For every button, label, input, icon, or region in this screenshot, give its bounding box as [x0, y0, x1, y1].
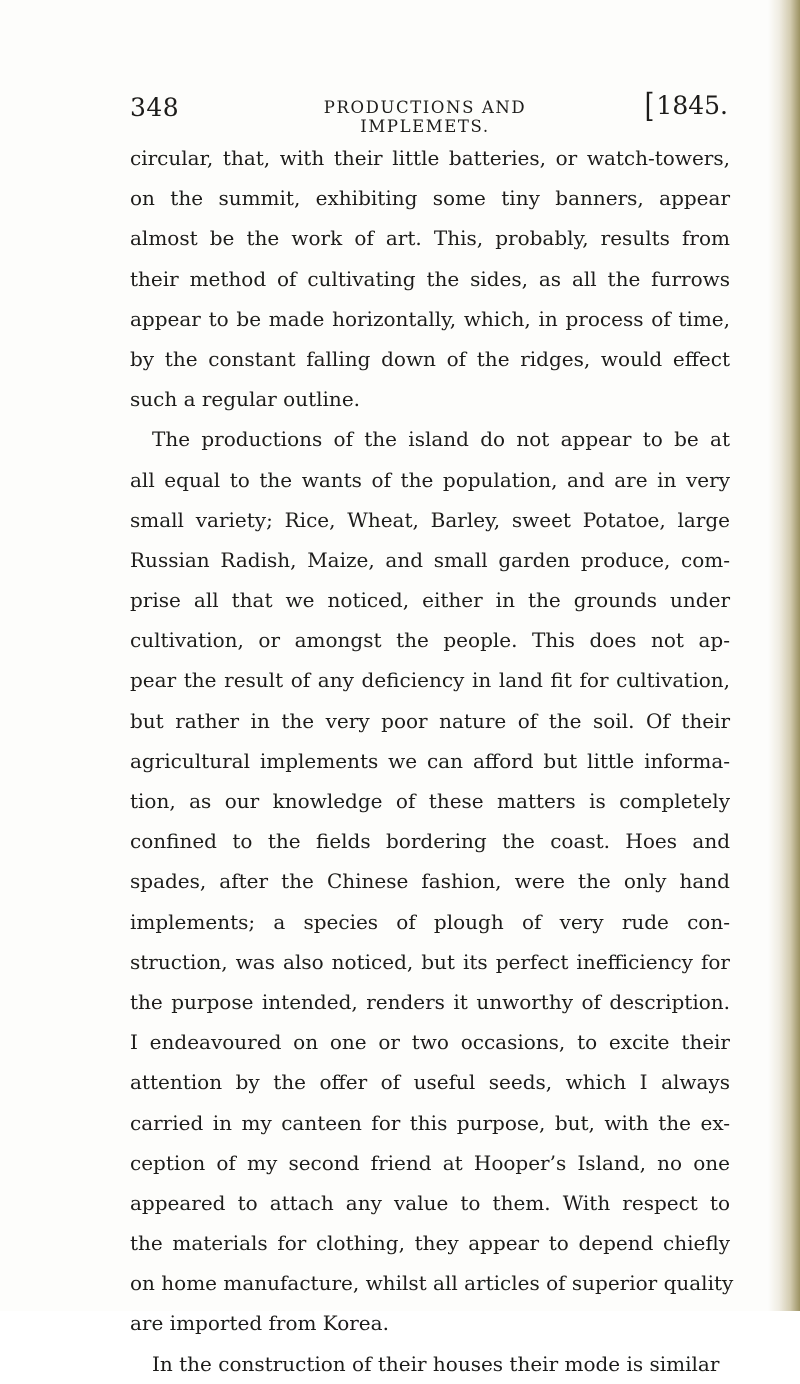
text-line: are imported from Korea.: [130, 1311, 389, 1336]
text-line: but rather in the very poor nature of the soil. Of their: [130, 708, 730, 733]
year-text: 1845.: [656, 91, 728, 120]
text-line: carried in my canteen for this purpose, but, with the ex-: [130, 1110, 730, 1135]
year-bracket: [: [644, 86, 655, 125]
body-text: [130, 138, 734, 1384]
text-line: on home manufacture, whilst all articles of superior quality: [130, 1271, 734, 1296]
year-marker: [644, 86, 728, 125]
text-line: by the constant falling down of the ridges, would effect: [130, 346, 730, 371]
text-line: ception of my second friend at Hooper’s Island, no one: [130, 1150, 730, 1175]
page-header: [130, 85, 728, 136]
text-line: small variety; Rice, Wheat, Barley, sweet Potatoe, large: [130, 507, 730, 532]
text-line: tion, as our knowledge of these matters is completely: [130, 789, 730, 813]
text-line: struction, was also noticed, but its perfect inefficiency for: [130, 949, 730, 974]
text-line: such a regular outline.: [130, 387, 361, 412]
running-head: PRODUCTIONS AND IMPLEMETS.: [323, 98, 527, 136]
text-line: cultivation, or amongst the people. This does not ap-: [130, 628, 730, 653]
text-line: their method of cultivating the sides, as all the furrows: [130, 266, 730, 291]
text-line: spades, after the Chinese fashion, were the only hand: [130, 869, 730, 894]
text-line: pear the result of any deficiency in land fit for cultivation,: [130, 668, 730, 693]
page-number: 348: [130, 93, 180, 122]
text-line: implements; a species of plough of very rude con-: [130, 909, 730, 934]
text-line: the materials for clothing, they appear to depend chiefly: [130, 1231, 730, 1256]
text-line: all equal to the wants of the population, and are in very: [130, 467, 730, 492]
text-line: circular, that, with their little batteries, or watch-towers,: [130, 146, 730, 170]
text-line: I endeavoured on one or two occasions, to excite their: [130, 1030, 730, 1055]
text-line: appear to be made horizontally, which, in process of time,: [130, 306, 730, 331]
text-line: agricultural implements we can afford but little informa-: [130, 748, 730, 773]
paragraph-start-line: In the construction of their houses their mode is similar: [152, 1351, 720, 1376]
paragraph-start-line: The productions of the island do not appear to be at: [152, 427, 730, 452]
text-line: Russian Radish, Maize, and small garden produce, com-: [130, 547, 730, 572]
text-line: confined to the fields bordering the coast. Hoes and: [130, 829, 730, 854]
text-line: attention by the offer of useful seeds, which I always: [130, 1070, 730, 1095]
text-line: appeared to attach any value to them. With respect to: [130, 1190, 730, 1215]
page-edge-shadow: [768, 0, 800, 1311]
text-line: almost be the work of art. This, probably, results from: [130, 226, 730, 251]
text-line: on the summit, exhibiting some tiny banners, appear: [130, 186, 730, 211]
text-line: the purpose intended, renders it unworthy of description.: [130, 989, 730, 1014]
text-line: prise all that we noticed, either in the grounds under: [130, 588, 730, 613]
